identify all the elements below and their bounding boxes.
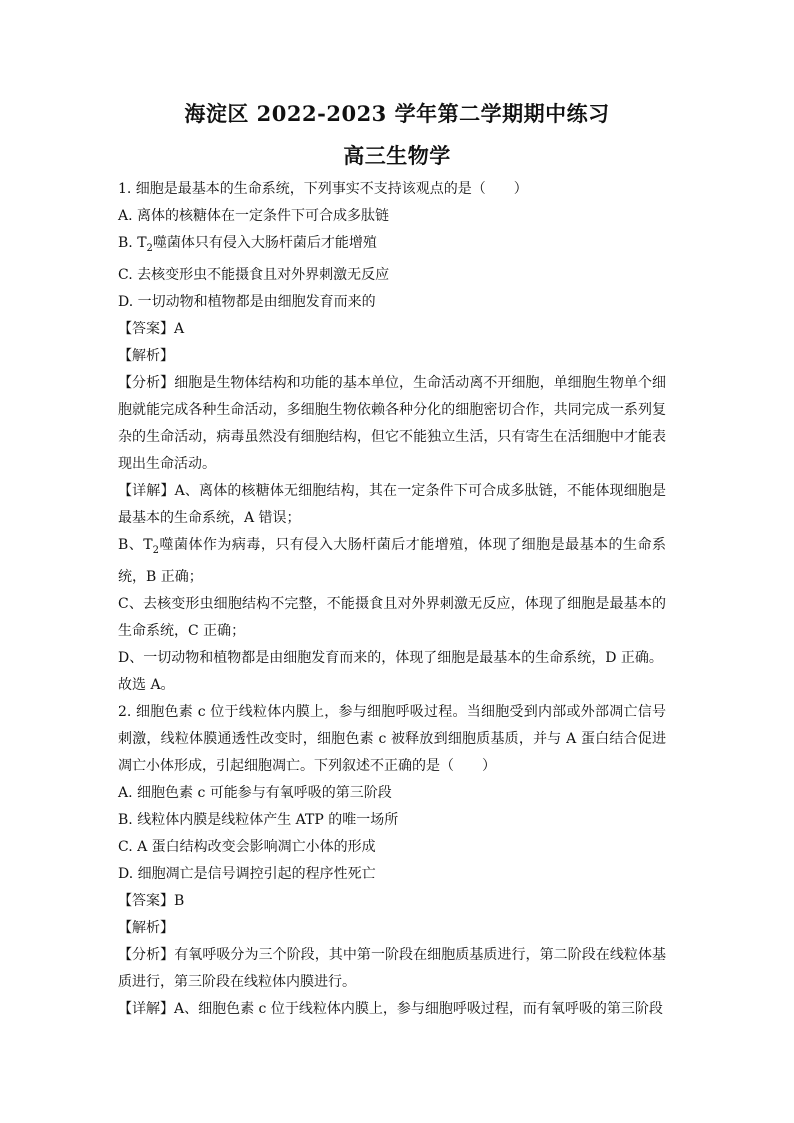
q2-detail-a: 【详解】A、细胞色素 c 位于线粒体内膜上，参与细胞呼吸过程，而有氧呼吸的第三阶段: [118, 1000, 663, 1017]
q1-option-a: A. 离体的核糖体在一定条件下可合成多肽链: [118, 208, 390, 224]
q2-analysis-label: 【解析】: [118, 919, 174, 936]
q1-detail-b-text: 噬菌体作为病毒，只有侵入大肠杆菌后才能增殖，体现了细胞是最基本的生命系统，B 正确；: [118, 536, 666, 585]
q2-option-a: A. 细胞色素 c 可能参与有氧呼吸的第三阶段: [118, 784, 392, 801]
q2-option-c: C. A 蛋白结构改变会影响凋亡小体的形成: [118, 838, 376, 855]
q1-detail-b: [118, 532, 666, 591]
document-title: 海淀区 2022-2023 学年第二学期期中练习: [184, 101, 610, 126]
q1-option-b-prefix: B. T: [118, 235, 147, 251]
q1-option-b-text: 噬菌体只有侵入大肠杆菌后才能增殖: [152, 235, 377, 251]
q1-stem: 1. 细胞是最基本的生命系统，下列事实不支持该观点的是（ ）: [118, 181, 528, 197]
q1-detail-d: D、一切动物和植物都是由细胞发育而来的，体现了细胞是最基本的生命系统，D 正确。: [118, 649, 663, 666]
q1-choose: 故选 A。: [118, 676, 175, 693]
q1-option-b: [118, 230, 666, 262]
q2-option-b: B. 线粒体内膜是线粒体产生 ATP 的唯一场所: [118, 811, 399, 828]
q1-analysis-label: 【解析】: [118, 347, 174, 364]
q2-answer: 【答案】B: [118, 892, 185, 909]
q1-fenxi: 【分析】细胞是生物体结构和功能的基本单位，生命活动离不开细胞，单细胞生物单个细胞就能完成各种生命活动，多细胞生物依赖各种分化的细胞密切合作，共同完成一系列复杂的生命活动，病毒虽然没有细胞结构，但它不能独立生活，只有寄生在活细胞中才能表现出生命活动。: [118, 374, 666, 472]
q1-option-c: C. 去核变形虫不能摄食且对外界刺激无反应: [118, 266, 390, 283]
q1-detail-a: 【详解】A、离体的核糖体无细胞结构，其在一定条件下可合成多肽链，不能体现细胞是最基本的生命系统，A 错误；: [118, 482, 666, 526]
q1-option-b-subscript: 2: [146, 242, 153, 254]
q2-stem: 2. 细胞色素 c 位于线粒体内膜上，参与细胞呼吸过程。当细胞受到内部或外部凋亡信号刺激，线粒体膜通透性改变时，细胞色素 c 被释放到细胞质基质，并与 A 蛋白结合促进凋亡小体形成，引起细胞凋亡。下列叙述不正确的是（ ）: [118, 703, 666, 774]
document-subtitle: 高三生物学: [343, 143, 451, 168]
q1-answer: 【答案】A: [118, 320, 185, 337]
q2-fenxi: 【分析】有氧呼吸分为三个阶段，其中第一阶段在细胞质基质进行，第二阶段在线粒体基质进行，第三阶段在线粒体内膜进行。: [118, 946, 666, 990]
q1-detail-b-subscript: 2: [152, 544, 159, 556]
document-body: [118, 176, 666, 1023]
q2-option-d: D. 细胞凋亡是信号调控引起的程序性死亡: [118, 865, 376, 882]
q1-detail-b-prefix: B、T: [118, 536, 153, 553]
q1-detail-c: C、去核变形虫细胞结构不完整，不能摄食且对外界刺激无反应，体现了细胞是最基本的生命系统，C 正确；: [118, 595, 666, 639]
q1-option-d: D. 一切动物和植物都是由细胞发育而来的: [118, 293, 376, 310]
